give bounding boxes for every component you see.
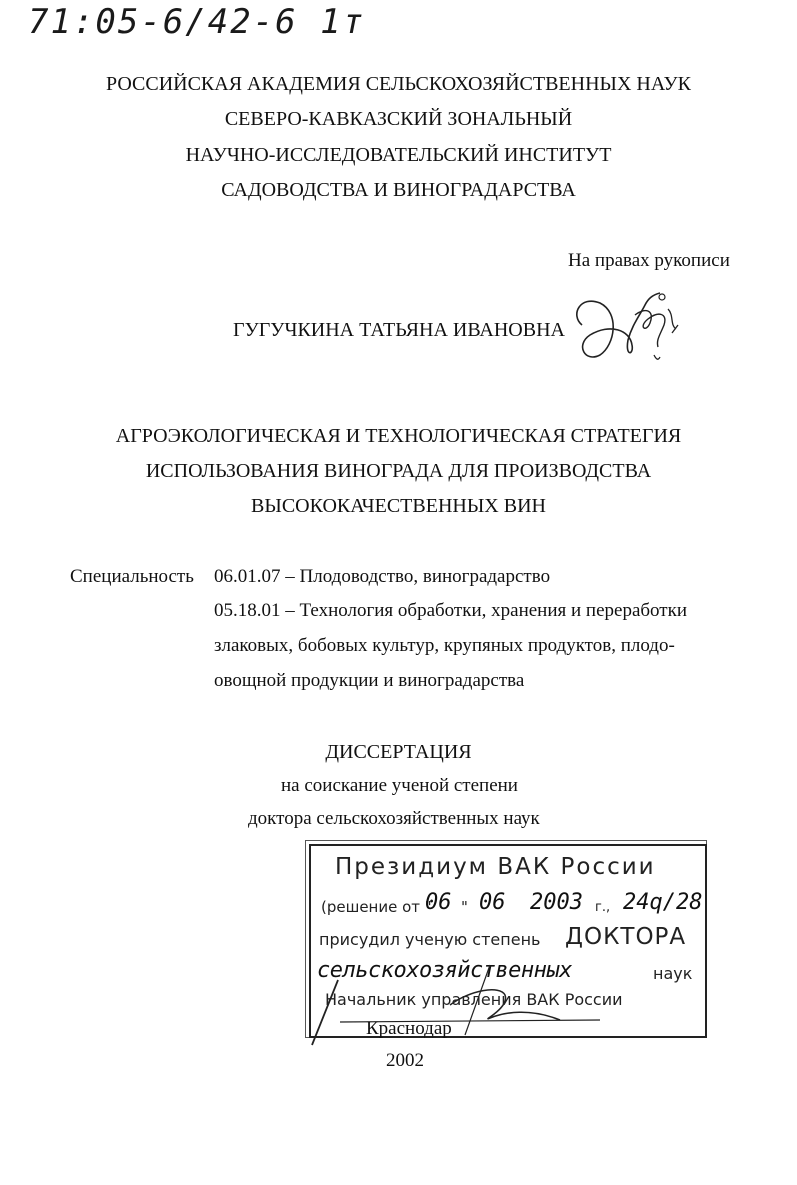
year: 2002 <box>386 1050 424 1071</box>
title-line-1: АГРОЭКОЛОГИЧЕСКАЯ И ТЕХНОЛОГИЧЕСКАЯ СТРАТЕГИЯ <box>115 425 682 447</box>
specialty-line-1: 06.01.07 – Плодоводство, виноградарство <box>214 566 551 587</box>
stamp-chief: Начальник управления ВАК России <box>325 990 623 1009</box>
dissertation-line-2: доктора сельскохозяйственных наук <box>248 808 540 829</box>
city: Краснодар <box>366 1018 452 1039</box>
stamp-sep-1: " <box>461 898 468 916</box>
specialty-line-4: овощной продукции и виноградарства <box>214 670 525 691</box>
stamp-field-suffix: наук <box>653 964 693 983</box>
rights-note: На правах рукописи <box>568 250 730 271</box>
author-signature <box>560 285 690 370</box>
org-line-3: НАУЧНО-ИССЛЕДОВАТЕЛЬСКИЙ ИНСТИТУТ <box>185 144 612 166</box>
stamp-year: 2003 <box>530 890 583 915</box>
stamp-title: Президиум ВАК России <box>335 854 656 880</box>
specialty-line-2: 05.18.01 – Технология обработки, хранения и переработки <box>214 600 687 621</box>
stamp-signature <box>300 960 610 1050</box>
org-line-4: САДОВОДСТВА И ВИНОГРАДАРСТВА <box>221 179 576 201</box>
stamp-degree: ДОКТОРА <box>565 924 687 950</box>
author-name: ГУГУЧКИНА ТАТЬЯНА ИВАНОВНА <box>233 319 565 341</box>
stamp-number: 24q/28 <box>623 890 703 915</box>
stamp-year-suffix: г., <box>595 900 611 915</box>
dissertation-heading: ДИССЕРТАЦИЯ <box>325 741 472 763</box>
title-line-3: ВЫСОКОКАЧЕСТВЕННЫХ ВИН <box>251 495 546 517</box>
stamp-field-handwritten: сельскохозяйственных <box>317 958 572 983</box>
specialty-label: Специальность <box>70 566 194 587</box>
org-line-1: РОССИЙСКАЯ АКАДЕМИЯ СЕЛЬСКОХОЗЯЙСТВЕННЫХ НАУК <box>105 73 692 95</box>
stamp-decision-prefix: (решение от " <box>321 898 432 916</box>
stamp-awarded-prefix: присудил ученую степень <box>319 930 541 949</box>
title-line-2: ИСПОЛЬЗОВАНИЯ ВИНОГРАДА ДЛЯ ПРОИЗВОДСТВА <box>145 460 652 482</box>
org-line-2: СЕВЕРО-КАВКАЗСКИЙ ЗОНАЛЬНЫЙ <box>224 108 573 130</box>
handwritten-archive-number: 71:05-6/42-6 1т <box>28 2 366 42</box>
stamp-day: 06 <box>425 890 452 915</box>
stamp-month: 06 <box>479 890 506 915</box>
specialty-line-3: злаковых, бобовых культур, крупяных продуктов, плодо- <box>214 635 675 656</box>
dissertation-line-1: на соискание ученой степени <box>281 775 518 796</box>
